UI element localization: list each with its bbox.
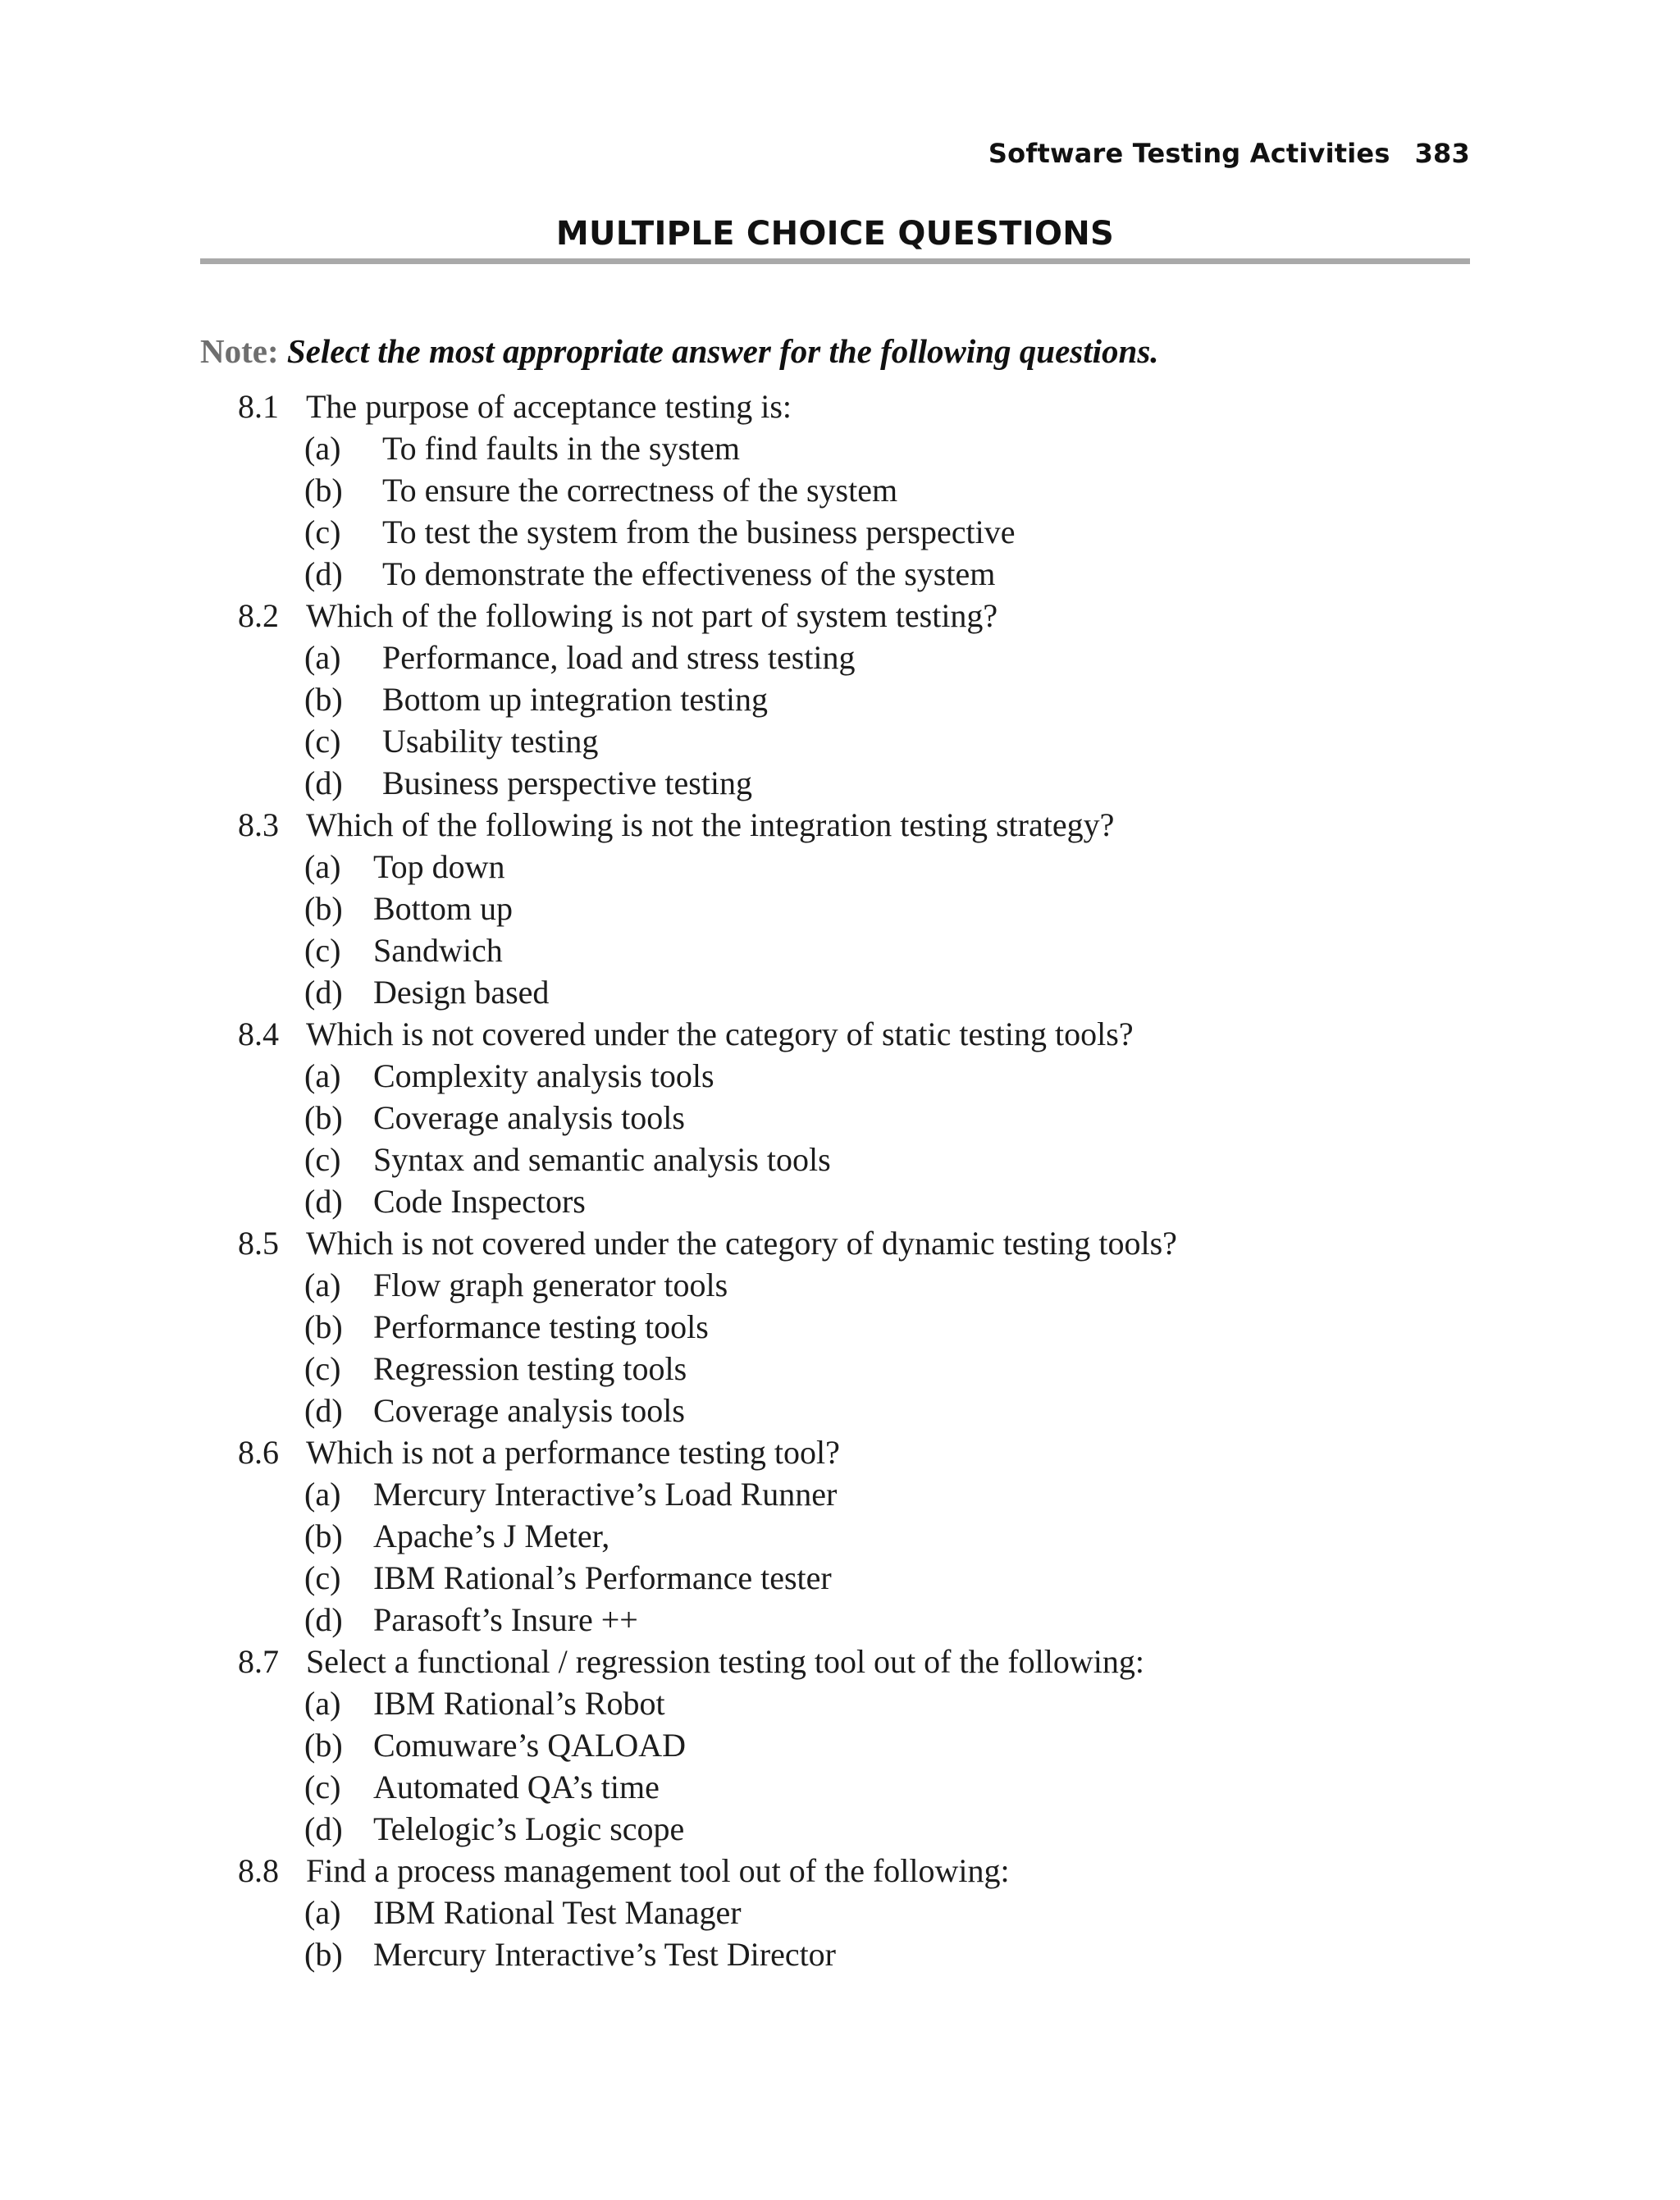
option-letter: (c) (304, 1559, 341, 1596)
option-text: Coverage analysis tools (373, 1099, 685, 1136)
option-row (0, 1515, 1680, 1557)
question-text: Which is not covered under the category of static testing tools? (306, 1016, 1134, 1052)
option-letter: (d) (304, 1183, 343, 1220)
option-row (0, 846, 1680, 888)
option-letter: (b) (304, 1727, 343, 1764)
option-row (0, 1264, 1680, 1306)
option-letter: (c) (304, 1769, 341, 1805)
question-text: Which of the following is not part of system testing? (306, 597, 998, 634)
option-letter: (a) (304, 430, 341, 467)
option-text: Performance testing tools (373, 1308, 709, 1345)
option-text: Design based (373, 974, 550, 1011)
option-letter: (d) (304, 1810, 343, 1847)
option-text: Business perspective testing (382, 765, 753, 801)
option-letter: (b) (304, 1518, 343, 1554)
option-letter: (a) (304, 1057, 341, 1094)
question-8-6 (0, 1431, 1680, 1473)
option-letter: (a) (304, 1476, 341, 1513)
option-letter: (a) (304, 1267, 341, 1303)
option-text: IBM Rational’s Robot (373, 1685, 665, 1722)
option-text: Sandwich (373, 932, 503, 969)
option-row (0, 971, 1680, 1013)
note-label: Note: (200, 332, 279, 370)
question-8-4 (0, 1013, 1680, 1055)
option-text: Flow graph generator tools (373, 1267, 728, 1303)
option-letter: (b) (304, 681, 343, 718)
page-number: 383 (1414, 138, 1470, 169)
running-title: Software Testing Activities (988, 138, 1390, 169)
option-row (0, 1892, 1680, 1933)
option-text: Comuware’s QALOAD (373, 1727, 687, 1764)
option-text: Parasoft’s Insure ++ (373, 1601, 638, 1638)
option-row (0, 1808, 1680, 1850)
option-row (0, 1180, 1680, 1222)
option-row (0, 1766, 1680, 1808)
question-number: 8.4 (238, 1016, 279, 1052)
question-8-3 (0, 804, 1680, 846)
option-row (0, 678, 1680, 720)
option-row (0, 1139, 1680, 1180)
option-text: Coverage analysis tools (373, 1392, 685, 1429)
option-text: IBM Rational Test Manager (373, 1894, 742, 1931)
option-text: Mercury Interactive’s Test Director (373, 1936, 837, 1973)
question-8-1 (0, 386, 1680, 427)
option-text: To ensure the correctness of the system (382, 472, 898, 509)
option-letter: (d) (304, 1392, 343, 1429)
option-row (0, 1724, 1680, 1766)
option-row (0, 1557, 1680, 1599)
option-text: To find faults in the system (382, 430, 741, 467)
option-text: To demonstrate the effectiveness of the system (382, 555, 996, 592)
option-row (0, 1599, 1680, 1641)
question-text: Select a functional / regression testing tool out of the following: (306, 1643, 1145, 1680)
option-letter: (b) (304, 1936, 343, 1973)
question-text: Which is not covered under the category of dynamic testing tools? (306, 1225, 1177, 1262)
option-row (0, 1097, 1680, 1139)
option-letter: (d) (304, 974, 343, 1011)
option-letter: (c) (304, 932, 341, 969)
option-text: Bottom up integration testing (382, 681, 768, 718)
option-row (0, 1390, 1680, 1431)
question-text: The purpose of acceptance testing is: (306, 388, 792, 425)
option-row (0, 427, 1680, 469)
option-row (0, 637, 1680, 678)
question-8-5 (0, 1222, 1680, 1264)
question-number: 8.6 (238, 1434, 279, 1471)
option-letter: (d) (304, 1601, 343, 1638)
option-row (0, 553, 1680, 595)
option-text: Performance, load and stress testing (382, 639, 856, 676)
option-letter: (d) (304, 555, 343, 592)
option-letter: (c) (304, 513, 341, 550)
option-row (0, 469, 1680, 511)
option-letter: (c) (304, 1141, 341, 1178)
question-number: 8.5 (238, 1225, 279, 1262)
question-text: Which is not a performance testing tool? (306, 1434, 840, 1471)
option-text: Regression testing tools (373, 1350, 687, 1387)
question-number: 8.1 (238, 388, 279, 425)
option-text: Automated QA’s time (373, 1769, 660, 1805)
option-letter: (a) (304, 639, 341, 676)
option-text: Apache’s J Meter, (373, 1518, 610, 1554)
option-letter: (a) (304, 848, 341, 885)
option-letter: (a) (304, 1894, 341, 1931)
option-text: Top down (373, 848, 505, 885)
option-text: To test the system from the business perspective (382, 513, 1016, 550)
option-text: Code Inspectors (373, 1183, 586, 1220)
option-text: Usability testing (382, 723, 599, 760)
option-text: Syntax and semantic analysis tools (373, 1141, 831, 1178)
option-row (0, 1348, 1680, 1390)
note-text: Select the most appropriate answer for the following questions. (286, 332, 1159, 370)
option-text: Mercury Interactive’s Load Runner (373, 1476, 838, 1513)
note (200, 331, 1159, 371)
question-number: 8.8 (238, 1852, 279, 1889)
option-row (0, 1055, 1680, 1097)
question-number: 8.7 (238, 1643, 279, 1680)
option-letter: (c) (304, 1350, 341, 1387)
option-row (0, 1306, 1680, 1348)
question-8-8 (0, 1850, 1680, 1892)
option-text: Bottom up (373, 890, 514, 927)
option-letter: (b) (304, 472, 343, 509)
option-letter: (b) (304, 1308, 343, 1345)
running-header (988, 138, 1470, 169)
option-letter: (c) (304, 723, 341, 760)
question-text: Which of the following is not the integration testing strategy? (306, 806, 1115, 843)
option-text: IBM Rational’s Performance tester (373, 1559, 832, 1596)
question-8-2 (0, 595, 1680, 637)
title-rule (200, 258, 1470, 264)
option-text: Complexity analysis tools (373, 1057, 714, 1094)
option-row (0, 1682, 1680, 1724)
option-row (0, 888, 1680, 929)
question-number: 8.2 (238, 597, 279, 634)
question-list (0, 386, 1680, 1975)
option-letter: (b) (304, 1099, 343, 1136)
option-row (0, 762, 1680, 804)
option-letter: (a) (304, 1685, 341, 1722)
question-number: 8.3 (238, 806, 279, 843)
option-letter: (d) (304, 765, 343, 801)
section-title: MULTIPLE CHOICE QUESTIONS (555, 215, 1115, 253)
option-row (0, 1473, 1680, 1515)
question-8-7 (0, 1641, 1680, 1682)
option-text: Telelogic’s Logic scope (373, 1810, 685, 1847)
option-row (0, 720, 1680, 762)
option-row (0, 929, 1680, 971)
option-row (0, 1933, 1680, 1975)
option-letter: (b) (304, 890, 343, 927)
option-row (0, 511, 1680, 553)
question-text: Find a process management tool out of the following: (306, 1852, 1010, 1889)
